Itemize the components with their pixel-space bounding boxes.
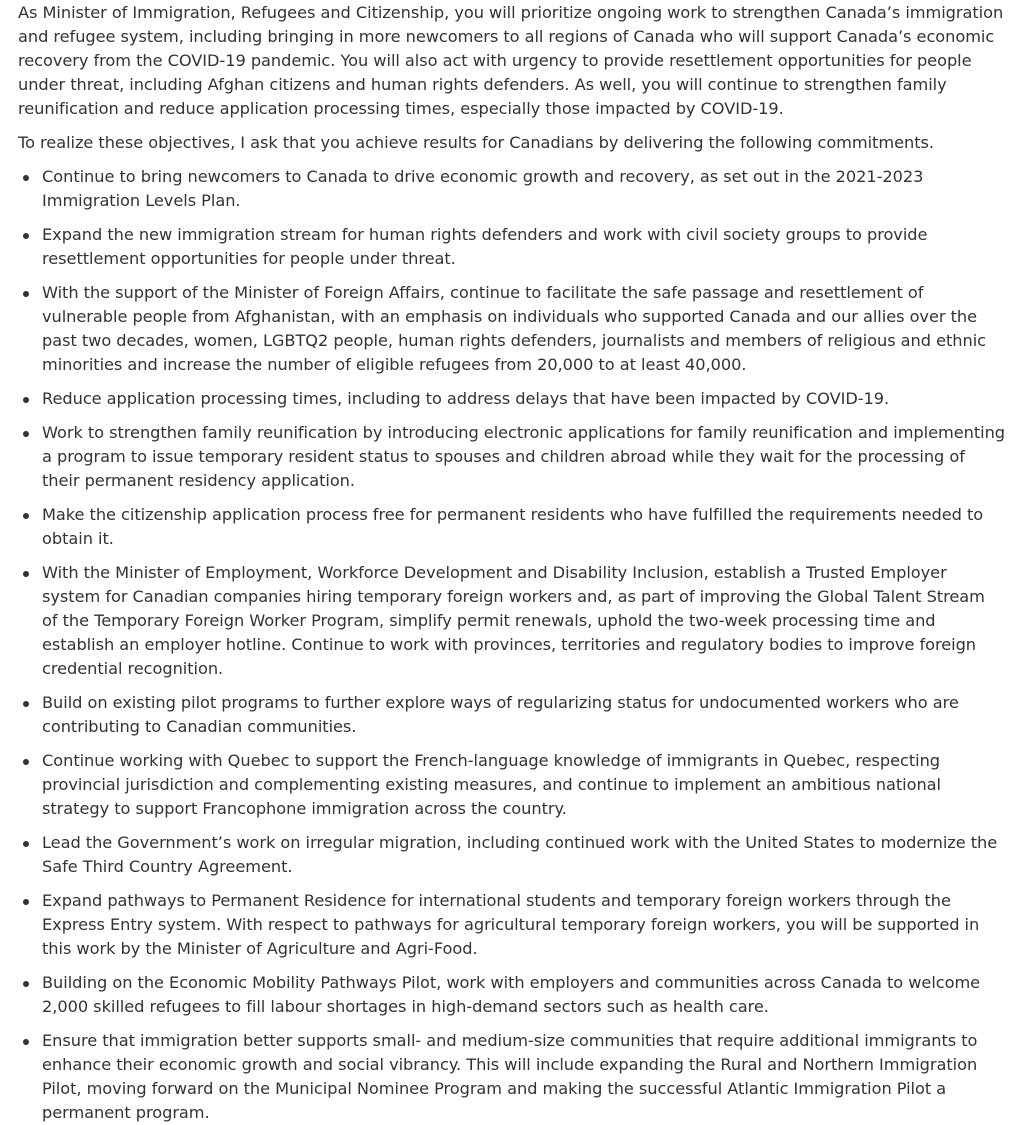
commitment-item — [18, 421, 1005, 493]
bullet-icon — [23, 175, 29, 181]
commitment-item — [18, 165, 1005, 213]
commitment-item — [18, 691, 1005, 739]
commitment-item — [18, 831, 1005, 879]
bullet-icon — [23, 291, 29, 297]
bullet-icon — [23, 233, 29, 239]
bullet-icon — [23, 571, 29, 577]
commitment-item — [18, 223, 1005, 271]
commitment-item — [18, 281, 1005, 377]
commitment-text: Continue working with Quebec to support the French-language knowledge of immigrants in Quebec, respecting provincial jurisdiction and complementing existing measures, and continue to implement an ambitious national strategy to support Francophone immigration across the country. — [42, 751, 941, 818]
intro-paragraph: As Minister of Immigration, Refugees and Citizenship, you will prioritize ongoing work to strengthen Canada’s immigration and refugee system, including bringing in more newcomers to all regions of Canada who will support Canada’s economic recovery from the COVID-19 pandemic. You will also act with urgency to provide resettlement opportunities for people under threat, including Afghan citizens and human rights defenders. As well, you will continue to strengthen family reunification and reduce application processing times, especially those impacted by COVID-19. — [18, 3, 1004, 118]
commitment-text: Ensure that immigration better supports small- and medium-size communities that require additional immigrants to enhance their economic growth and social vibrancy. This will include expanding the Rural and Northern Immigration Pilot, moving forward on the Municipal Nominee Program and making the successful Atlantic Immigration Pilot a permanent program. — [42, 1031, 978, 1122]
commitment-text: Expand pathways to Permanent Residence for international students and temporary foreign workers through the Express Entry system. With respect to pathways for agricultural temporary foreign workers, you will be supported in this work by the Minister of Agriculture and Agri-Food. — [42, 891, 980, 958]
bullet-icon — [23, 841, 29, 847]
commitment-item — [18, 561, 1005, 681]
commitment-text: Reduce application processing times, including to address delays that have been impacted by COVID-19. — [42, 389, 890, 408]
commitment-text: Building on the Economic Mobility Pathways Pilot, work with employers and communities across Canada to welcome 2,000 skilled refugees to fill labour shortages in high-demand sectors such as health care. — [42, 973, 981, 1016]
bullet-icon — [23, 981, 29, 987]
bullet-icon — [23, 899, 29, 905]
commitment-item — [18, 503, 1005, 551]
commitment-text: Expand the new immigration stream for human rights defenders and work with civil society groups to provide resettlement opportunities for people under threat. — [42, 225, 928, 268]
bullet-icon — [23, 1039, 29, 1045]
bullet-icon — [23, 397, 29, 403]
commitment-text: With the support of the Minister of Foreign Affairs, continue to facilitate the safe passage and resettlement of vulnerable people from Afghanistan, with an emphasis on individuals who supported Canada and our allies over the past two decades, women, LGBTQ2 people, human rights defenders, journalists and members of religious and ethnic minorities and increase the number of eligible refugees from 20,000 to at least 40,000. — [42, 283, 987, 374]
bullet-icon — [23, 513, 29, 519]
commitment-text: Make the citizenship application process free for permanent residents who have fulfilled the requirements needed to obtain it. — [42, 505, 984, 548]
commitment-text: Build on existing pilot programs to further explore ways of regularizing status for undocumented workers who are contributing to Canadian communities. — [42, 693, 959, 736]
commitment-text: With the Minister of Employment, Workforce Development and Disability Inclusion, establish a Trusted Employer system for Canadian companies hiring temporary foreign workers and, as part of improving the Global Talent Stream of the Temporary Foreign Worker Program, simplify permit renewals, uphold the two-week processing time and establish an employer hotline. Continue to work with provinces, territories and regulatory bodies to improve foreign credential recognition. — [42, 563, 985, 678]
commitment-text: Lead the Government’s work on irregular migration, including continued work with the United States to modernize the Safe Third Country Agreement. — [42, 833, 998, 876]
commitment-item — [18, 1029, 1005, 1125]
commitments-lead-in: To realize these objectives, I ask that you achieve results for Canadians by delivering the following commitments. — [18, 133, 934, 152]
commitment-item — [18, 889, 1005, 961]
commitment-item — [18, 749, 1005, 821]
commitments-list — [18, 165, 1005, 1125]
commitment-text: Work to strengthen family reunification by introducing electronic applications for family reunification and implementing a program to issue temporary resident status to spouses and children abroad while they wait for the processing of their permanent residency application. — [42, 423, 1006, 490]
commitment-item — [18, 387, 1005, 411]
commitment-text: Continue to bring newcomers to Canada to drive economic growth and recovery, as set out in the 2021-2023 Immigration Levels Plan. — [42, 167, 924, 210]
bullet-icon — [23, 701, 29, 707]
bullet-icon — [23, 431, 29, 437]
commitment-item — [18, 971, 1005, 1019]
bullet-icon — [23, 759, 29, 765]
